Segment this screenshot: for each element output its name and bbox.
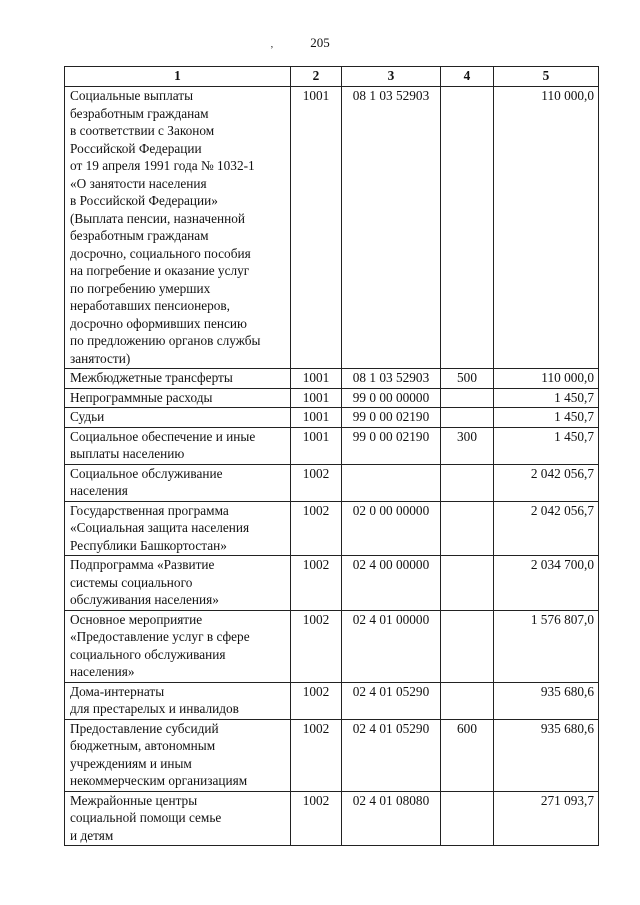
header-col-1: 1 [65, 67, 291, 87]
row-expense [441, 556, 494, 611]
row-section: 1001 [291, 408, 342, 428]
table-row [65, 501, 599, 556]
row-section: 1001 [291, 369, 342, 389]
row-target: 02 4 01 00000 [342, 610, 441, 682]
row-section: 1002 [291, 556, 342, 611]
table-row [65, 388, 599, 408]
row-amount: 110 000,0 [494, 369, 599, 389]
row-amount: 1 576 807,0 [494, 610, 599, 682]
row-name: Социальное обеспечение и иные выплаты населению [65, 427, 291, 464]
row-amount: 935 680,6 [494, 682, 599, 719]
header-col-2: 2 [291, 67, 342, 87]
row-expense [441, 408, 494, 428]
table-row [65, 408, 599, 428]
table-row [65, 610, 599, 682]
row-expense [441, 610, 494, 682]
row-section: 1002 [291, 610, 342, 682]
header-col-3: 3 [342, 67, 441, 87]
row-target: 99 0 00 02190 [342, 427, 441, 464]
row-expense: 600 [441, 719, 494, 791]
row-name: Государственная программа «Социальная защита населения Республики Башкортостан» [65, 501, 291, 556]
row-amount: 1 450,7 [494, 408, 599, 428]
row-amount: 1 450,7 [494, 388, 599, 408]
row-amount: 1 450,7 [494, 427, 599, 464]
row-name: Социальное обслуживание населения [65, 464, 291, 501]
row-name: Межбюджетные трансферты [65, 369, 291, 389]
table-row [65, 719, 599, 791]
row-name: Судьи [65, 408, 291, 428]
row-expense [441, 87, 494, 369]
row-name: Межрайонные центры социальной помощи семье и детям [65, 791, 291, 846]
row-section: 1001 [291, 87, 342, 369]
row-expense [441, 791, 494, 846]
row-section: 1002 [291, 501, 342, 556]
row-section: 1002 [291, 719, 342, 791]
row-amount: 2 034 700,0 [494, 556, 599, 611]
row-amount: 2 042 056,7 [494, 501, 599, 556]
row-amount: 271 093,7 [494, 791, 599, 846]
header-col-4: 4 [441, 67, 494, 87]
row-name: Предоставление субсидий бюджетным, автономным учреждениям и иным некоммерческим организациям [65, 719, 291, 791]
scan-mark: ‚ [270, 38, 274, 50]
row-section: 1002 [291, 791, 342, 846]
table-header-row [65, 67, 599, 87]
table-row [65, 87, 599, 369]
row-target: 02 4 01 08080 [342, 791, 441, 846]
row-amount: 110 000,0 [494, 87, 599, 369]
row-target: 99 0 00 02190 [342, 408, 441, 428]
table-row [65, 427, 599, 464]
row-section: 1001 [291, 427, 342, 464]
budget-table [64, 66, 599, 846]
row-section: 1001 [291, 388, 342, 408]
table-row [65, 556, 599, 611]
row-expense [441, 682, 494, 719]
row-target: 02 4 01 05290 [342, 719, 441, 791]
row-section: 1002 [291, 682, 342, 719]
row-name: Дома-интернаты для престарелых и инвалидов [65, 682, 291, 719]
page-number: 205 [310, 35, 330, 50]
row-target: 08 1 03 52903 [342, 87, 441, 369]
row-expense: 500 [441, 369, 494, 389]
row-target [342, 464, 441, 501]
row-expense [441, 501, 494, 556]
row-name: Социальные выплаты безработным гражданам в соответствии с Законом Российской Федерации от 19 апреля 1991 года № 1032-1 «О занятости населения в Российской Федерации» (Выплата пенсии, назначенной безработным гражданам досрочно, социального пособия на погребение и оказание услуг по погребению умерших неработавших пенсионеров, досрочно оформивших пенсию по предложению органов службы занятости) [65, 87, 291, 369]
table-row [65, 369, 599, 389]
row-expense [441, 388, 494, 408]
table-row [65, 464, 599, 501]
row-expense: 300 [441, 427, 494, 464]
row-name: Подпрограмма «Развитие системы социального обслуживания населения» [65, 556, 291, 611]
row-target: 08 1 03 52903 [342, 369, 441, 389]
row-target: 99 0 00 00000 [342, 388, 441, 408]
header-col-5: 5 [494, 67, 599, 87]
row-name: Непрограммные расходы [65, 388, 291, 408]
row-target: 02 4 01 05290 [342, 682, 441, 719]
table-row [65, 791, 599, 846]
row-expense [441, 464, 494, 501]
row-target: 02 0 00 00000 [342, 501, 441, 556]
row-name: Основное мероприятие «Предоставление услуг в сфере социального обслуживания населения» [65, 610, 291, 682]
table-row [65, 682, 599, 719]
row-target: 02 4 00 00000 [342, 556, 441, 611]
row-amount: 2 042 056,7 [494, 464, 599, 501]
row-amount: 935 680,6 [494, 719, 599, 791]
row-section: 1002 [291, 464, 342, 501]
